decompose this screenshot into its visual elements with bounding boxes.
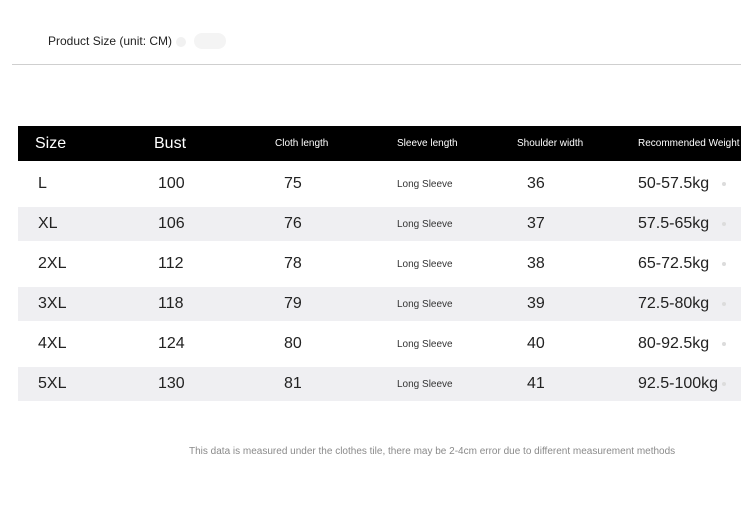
table-row	[18, 167, 741, 201]
decorative-dot	[714, 207, 726, 241]
divider	[12, 64, 741, 65]
cell-length: 78	[284, 255, 302, 272]
header-recommended-weight: Recommended Weight	[638, 138, 740, 149]
header-shoulder-width: Shoulder width	[517, 138, 584, 149]
cell-size: XL	[38, 215, 58, 232]
table-row	[18, 327, 741, 361]
cell-weight: 65-72.5kg	[638, 255, 710, 272]
table-row	[18, 367, 741, 401]
cell-weight: 50-57.5kg	[638, 175, 710, 192]
table-header-row	[18, 126, 741, 161]
cell-bust: 100	[158, 175, 185, 192]
header-sleeve-length: Sleeve length	[397, 138, 458, 149]
decorative-dot	[714, 287, 726, 321]
cell-shoulder: 41	[527, 375, 545, 392]
cell-size: 2XL	[38, 255, 67, 272]
cell-sleeve: Long Sleeve	[397, 378, 453, 390]
cell-size: L	[38, 175, 47, 192]
decorative-dot	[714, 327, 726, 361]
table-row	[18, 247, 741, 281]
cell-sleeve: Long Sleeve	[397, 298, 453, 310]
cell-shoulder: 39	[527, 295, 545, 312]
cell-shoulder: 40	[527, 335, 545, 352]
header-cloth-length: Cloth length	[275, 138, 329, 149]
cell-weight: 80-92.5kg	[638, 335, 710, 352]
cell-sleeve: Long Sleeve	[397, 178, 453, 190]
cell-length: 81	[284, 375, 302, 392]
header-bust: Bust	[154, 134, 187, 152]
cell-bust: 118	[158, 295, 184, 312]
cell-size: 3XL	[38, 295, 67, 312]
cell-length: 80	[284, 335, 302, 352]
cell-shoulder: 38	[527, 255, 545, 272]
cell-shoulder: 37	[527, 215, 545, 232]
header-size: Size	[35, 134, 67, 152]
cell-size: 5XL	[38, 375, 67, 392]
decorative-dot	[714, 367, 726, 401]
cell-bust: 112	[158, 255, 184, 272]
decorative-pill	[194, 33, 226, 49]
cell-length: 75	[284, 175, 302, 192]
cell-sleeve: Long Sleeve	[397, 218, 453, 230]
cell-sleeve: Long Sleeve	[397, 258, 453, 270]
cell-bust: 124	[158, 335, 185, 352]
cell-bust: 106	[158, 215, 185, 232]
cell-shoulder: 36	[527, 175, 545, 192]
cell-sleeve: Long Sleeve	[397, 338, 453, 350]
cell-weight: 72.5-80kg	[638, 295, 710, 312]
page-title: Product Size (unit: CM)	[48, 34, 173, 48]
cell-weight: 57.5-65kg	[638, 215, 710, 232]
size-table	[18, 126, 741, 407]
cell-size: 4XL	[38, 335, 67, 352]
cell-length: 79	[284, 295, 302, 312]
table-row	[18, 287, 741, 321]
decorative-dot	[176, 37, 186, 47]
cell-length: 76	[284, 215, 302, 232]
table-row	[18, 207, 741, 241]
decorative-dot	[714, 167, 726, 201]
footnote: This data is measured under the clothes tile, there may be 2-4cm error due to different measurement methods	[189, 446, 676, 457]
cell-bust: 130	[158, 375, 185, 392]
decorative-dot	[714, 247, 726, 281]
cell-weight: 92.5-100kg	[638, 375, 719, 392]
